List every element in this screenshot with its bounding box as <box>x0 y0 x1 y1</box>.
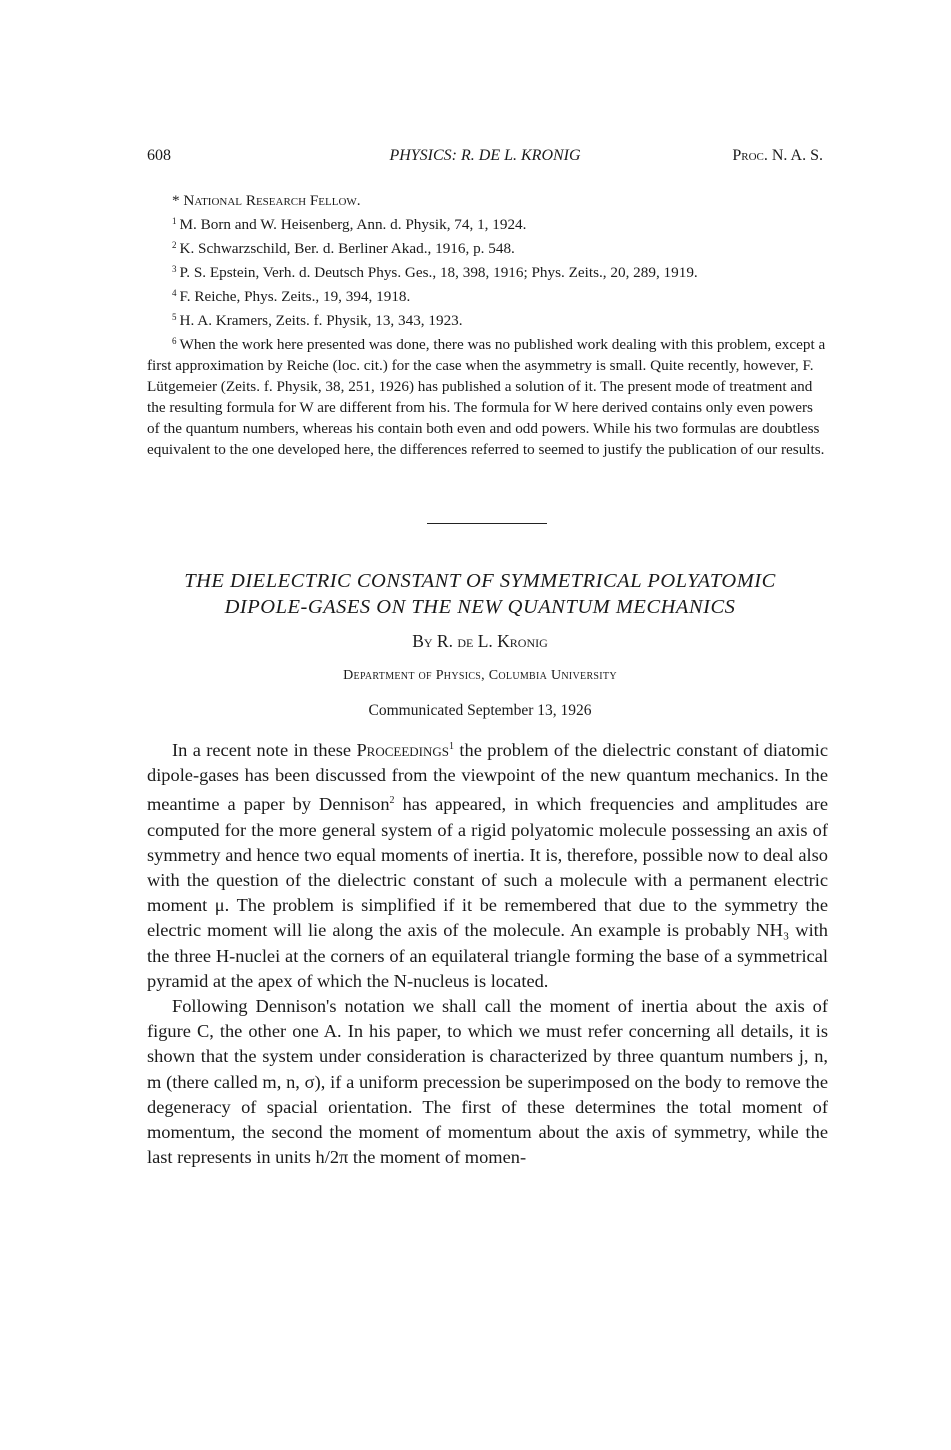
text-run: has appeared, in which frequencies and amplitudes are computed for the more general system of a rigid polyatomic molecule possessing an axis of symmetry and hence two equal moments of inertia. It is, therefore, possible now to deal also with the question of the dielectric constant of such a molecule with a permanent electric moment μ. The problem is simplified if it be remembered that due to the symmetry the electric moment will lie along the axis of the molecule. An example is probably NH₃ with the three H-nuclei at the corners of an equilateral triangle forming the base of a symmetrical pyramid at the apex of which the N-nucleus is located. <box>147 794 828 991</box>
running-title: PHYSICS: R. DE L. KRONIG <box>389 147 581 164</box>
article-body <box>147 734 828 1170</box>
footnote-mark: 1 <box>172 216 177 226</box>
citation-mark: 1 <box>449 741 455 752</box>
paragraph: Following Dennison's notation we shall call the moment of inertia about the axis of figure C, the other one A. In his paper, to which we must refer concerning all details, it is shown that the system under consideration is characterized by three quantum numbers j, n, m (there called m, n, σ), if a uniform precession be superimposed on the body to remove the degeneracy of spacial orientation. The first of these determines the total moment of momentum, the second the moment of momentum about the axis of symmetry, while the last represents in units h/2π the moment of momen- <box>147 996 828 1168</box>
citation-mark: 2 <box>389 795 395 807</box>
title-line: DIPOLE-GASES ON THE NEW QUANTUM MECHANICS <box>224 596 736 618</box>
journal-abbrev: Proc. N. A. S. <box>732 147 823 164</box>
footnote-text: K. Schwarzschild, Ber. d. Berliner Akad., 1916, p. 548. <box>179 240 515 257</box>
footnote-text: National Research Fellow. <box>183 192 361 209</box>
journal-name: Proceedings <box>356 740 450 760</box>
footnote <box>147 190 829 211</box>
footnote-mark: 5 <box>172 312 177 322</box>
text-run: In a recent note in these <box>172 740 357 760</box>
footnote-mark: * <box>172 192 180 209</box>
footnote <box>147 259 829 283</box>
footnote-text: M. Born and W. Heisenberg, Ann. d. Physik, 74, 1, 1924. <box>179 216 527 233</box>
footnote-text: P. S. Epstein, Verh. d. Deutsch Phys. Ges., 18, 398, 1916; Phys. Zeits., 20, 289, 1919. <box>179 264 698 281</box>
footnote-mark: 2 <box>172 240 177 250</box>
footnote-mark: 3 <box>172 264 177 274</box>
footnote <box>147 283 829 307</box>
footnote-mark: 6 <box>172 336 177 346</box>
running-head <box>147 147 823 169</box>
section-divider <box>427 523 547 524</box>
article-title <box>130 568 830 620</box>
footnote-text: H. A. Kramers, Zeits. f. Physik, 13, 343, 1923. <box>179 312 463 329</box>
footnotes <box>147 190 829 460</box>
communicated-date: Communicated September 13, 1926 <box>368 702 592 719</box>
text-run: the problem of the dielectric constant of diatomic dipole-gases has been discussed from the viewpoint of the new quantum mechanics. In the meantime a paper by Dennison <box>147 740 828 815</box>
footnote <box>147 331 829 460</box>
footnote-mark: 4 <box>172 288 177 298</box>
title-line: THE DIELECTRIC CONSTANT OF SYMMETRICAL POLYATOMIC <box>184 570 776 592</box>
page-number: 608 <box>147 147 171 164</box>
paragraph <box>147 734 828 994</box>
footnote-text: F. Reiche, Phys. Zeits., 19, 394, 1918. <box>179 288 411 305</box>
author-affiliation: Department of Physics, Columbia University <box>343 668 617 683</box>
footnote <box>147 235 829 259</box>
author-byline: By R. de L. Kronig <box>412 631 548 651</box>
footnote <box>147 307 829 331</box>
footnote <box>147 211 829 235</box>
footnote-text: When the work here presented was done, there was no published work dealing with this problem, except a first approximation by Reiche (loc. cit.) for the case when the asymmetry is small. Quite recently, however, F. Lütgemeier (Zeits. f. Physik, 38, 251, 1926) has published a solution of it. The present mode of treatment and the resulting formula for W are different from his. The formula for W here derived contains only even powers of the quantum numbers, whereas his contain both even and odd powers. While his two formulas are doubtless equivalent to the one developed here, the differences referred to seemed to justify the publication of our results. <box>147 336 826 458</box>
